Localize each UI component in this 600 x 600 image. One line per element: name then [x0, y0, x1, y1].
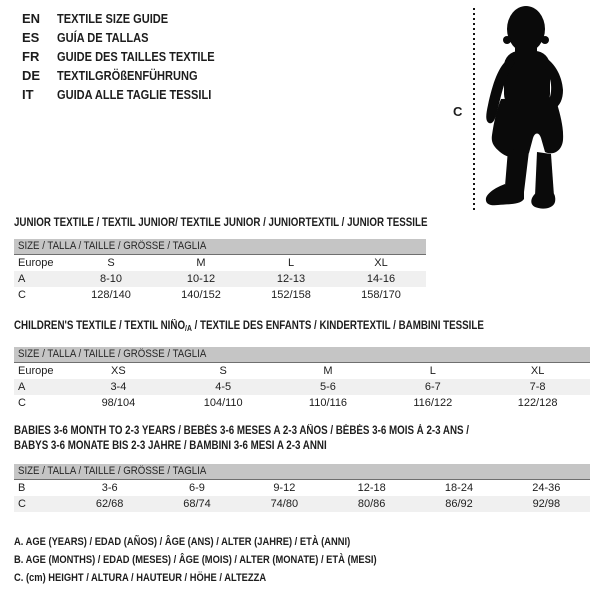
height-measure-dotted-line	[473, 8, 475, 212]
size-header-text: SIZE / TALLA / TAILLE / GRÖSSE / TAGLIA	[18, 465, 207, 477]
table-cell: 9-12	[273, 482, 296, 494]
size-header-bar	[14, 464, 590, 480]
table-row	[14, 480, 590, 496]
column-header-cell: XS	[111, 365, 126, 377]
children-title-suffix: / TEXTILE DES ENFANTS / KINDERTEXTIL / BAMBINI TESSILE	[191, 320, 484, 332]
language-row	[22, 28, 242, 47]
table-cell: 6-7	[424, 381, 441, 393]
column-header-cell: S	[107, 257, 115, 269]
babies-size-table	[14, 464, 590, 512]
row-label-cell: C	[18, 498, 26, 510]
legend-line-a	[14, 533, 441, 551]
language-code: EN	[22, 11, 41, 26]
table-cell: 122/128	[517, 397, 558, 409]
language-code: IT	[22, 87, 34, 102]
table-row	[14, 271, 426, 287]
language-title: TEXTILE SIZE GUIDE	[57, 11, 169, 26]
table-cell: 8-10	[99, 273, 123, 285]
table-cell: 10-12	[186, 273, 216, 285]
children-title-subscript: /A	[185, 324, 192, 333]
children-title-prefix: CHILDREN'S TEXTILE / TEXTIL NIÑO	[14, 320, 186, 332]
baby-silhouette-icon	[480, 4, 580, 216]
table-row	[14, 395, 590, 411]
table-cell: 92/98	[532, 498, 561, 510]
region-label-cell: Europe	[18, 365, 54, 377]
row-label-cell: A	[18, 273, 26, 285]
height-measure-label: C	[453, 104, 463, 119]
table-row	[14, 496, 590, 512]
language-row	[22, 66, 242, 85]
table-cell: 116/122	[413, 397, 453, 409]
table-cell: 158/170	[361, 289, 401, 301]
size-header-bar	[14, 347, 590, 363]
language-title: GUÍA DE TALLAS	[57, 30, 149, 45]
table-cell: 14-16	[366, 273, 396, 285]
language-code: DE	[22, 68, 41, 83]
table-cell: 5-6	[320, 381, 336, 393]
table-cell: 74/80	[270, 498, 299, 510]
language-code: FR	[22, 49, 40, 64]
table-cell: 7-8	[529, 381, 546, 393]
column-header-cell: M	[196, 257, 206, 269]
babies-section-title	[14, 424, 549, 454]
children-size-table	[14, 347, 590, 411]
size-header-text: SIZE / TALLA / TAILLE / GRÖSSE / TAGLIA	[18, 240, 207, 252]
table-cell: 12-18	[357, 482, 386, 494]
table-header-row	[14, 255, 426, 271]
children-section-title-text	[14, 319, 484, 336]
table-cell: 62/68	[95, 498, 124, 510]
column-header-cell: L	[287, 257, 295, 269]
table-cell: 104/110	[203, 397, 243, 409]
table-row	[14, 379, 590, 395]
junior-section-title-text: JUNIOR TEXTILE / TEXTIL JUNIOR/ TEXTILE JUNIOR / JUNIORTEXTIL / JUNIOR TESSILE	[14, 217, 428, 229]
table-cell: 110/116	[308, 397, 348, 409]
column-header-cell: S	[219, 365, 227, 377]
table-cell: 18-24	[444, 482, 474, 494]
row-label-cell: C	[18, 397, 26, 409]
size-header-bar	[14, 239, 426, 255]
language-title: GUIDA ALLE TAGLIE TESSILI	[57, 87, 212, 102]
table-cell: 152/158	[271, 289, 311, 301]
region-label-cell: Europe	[18, 257, 54, 269]
legend-line-b-text: B. AGE (MONTHS) / EDAD (MESES) / ÂGE (MOIS) / ALTER (MONATE) / ETÀ (MESI)	[14, 554, 377, 566]
table-row	[14, 287, 426, 303]
row-label-cell: A	[18, 381, 26, 393]
children-section-title	[14, 319, 567, 336]
table-cell: 12-13	[276, 273, 306, 285]
table-cell: 3-6	[101, 482, 118, 494]
table-header-row	[14, 363, 590, 379]
legend-line-b	[14, 551, 441, 569]
junior-section-title	[14, 216, 500, 231]
legend-line-c	[14, 569, 441, 587]
language-title: TEXTILGRÖßENFÜHRUNG	[57, 68, 198, 83]
babies-title-line2: BABYS 3-6 MONATE BIS 2-3 JAHRE / BAMBINI 3-6 MESI A 2-3 ANNI	[14, 440, 327, 452]
language-title-list	[22, 9, 242, 104]
junior-size-table	[14, 239, 426, 303]
table-cell: 128/140	[91, 289, 131, 301]
babies-title-line1: BABIES 3-6 MONTH TO 2-3 YEARS / BEBÉS 3-6 MESES A 2-3 AÑOS / BÉBÉS 3-6 MOIS À 2-3 ANS /	[14, 425, 470, 437]
column-header-cell: M	[323, 365, 333, 377]
language-row	[22, 9, 242, 28]
table-cell: 140/152	[181, 289, 221, 301]
table-cell: 4-5	[215, 381, 232, 393]
column-header-cell: L	[429, 365, 436, 377]
language-code: ES	[22, 30, 40, 45]
legend-line-a-text: A. AGE (YEARS) / EDAD (AÑOS) / ÂGE (ANS) / ALTER (JAHRE) / ETÀ (ANNI)	[14, 536, 351, 548]
column-header-cell: XL	[374, 257, 388, 269]
row-label-cell: C	[18, 289, 26, 301]
language-title: GUIDE DES TAILLES TEXTILE	[57, 49, 215, 64]
size-header-text: SIZE / TALLA / TAILLE / GRÖSSE / TAGLIA	[18, 348, 207, 360]
legend-line-c-text: C. (cm) HEIGHT / ALTURA / HAUTEUR / HÖHE / ALTEZZA	[14, 572, 267, 584]
table-cell: 6-9	[189, 482, 205, 494]
table-cell: 24-36	[532, 482, 561, 494]
table-cell: 80/86	[357, 498, 386, 510]
language-row	[22, 47, 242, 66]
column-header-cell: XL	[530, 365, 545, 377]
table-cell: 86/92	[445, 498, 473, 510]
table-cell: 98/104	[101, 397, 136, 409]
measurement-legend	[14, 533, 441, 587]
table-cell: 3-4	[110, 381, 127, 393]
row-label-cell: B	[18, 482, 26, 494]
language-row	[22, 85, 242, 104]
table-cell: 68/74	[183, 498, 211, 510]
